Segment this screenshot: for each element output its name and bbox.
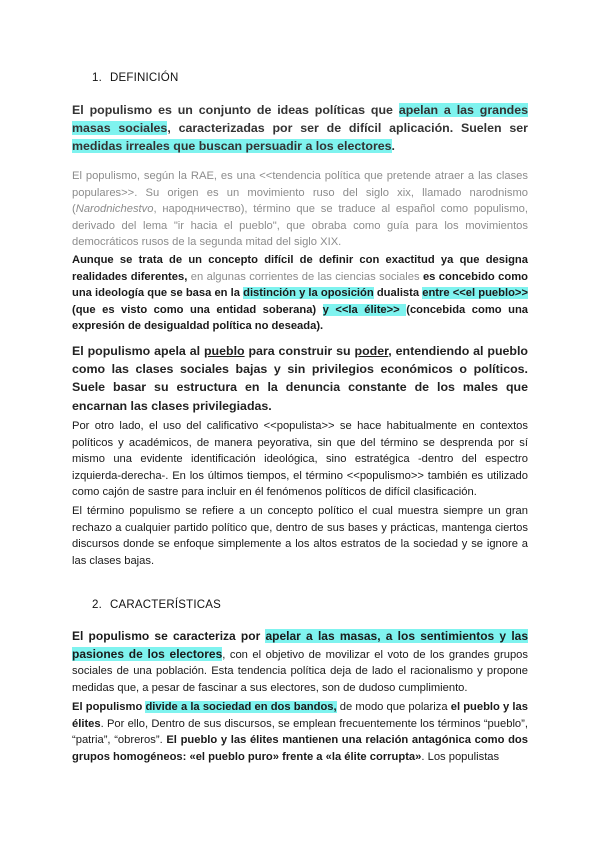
characteristics-paragraph-1 bbox=[72, 628, 528, 696]
lead-text-1: El populismo es un conjunto de ideas políticas que bbox=[72, 103, 399, 117]
ideology-paragraph bbox=[72, 252, 528, 335]
p3-bold-5: (concebida como una expresión de desigualdad política no deseada). bbox=[72, 303, 528, 332]
rae-italic-term: Narodnichestvo bbox=[75, 203, 154, 215]
s2p2-text-3: . Los populistas bbox=[421, 750, 500, 763]
p4-text-2: para construir su bbox=[244, 344, 355, 358]
s2p2-text-1: de modo que polariza bbox=[336, 701, 451, 713]
p3-bold-3: dualista bbox=[373, 287, 423, 299]
section-heading-caracteristicas bbox=[92, 599, 221, 611]
s2p2-highlight-1: divide a la sociedad en dos bandos, bbox=[145, 701, 337, 713]
s2p2-bold-1: El populismo bbox=[72, 701, 146, 713]
p4-underline-poder: poder bbox=[354, 344, 389, 358]
pueblo-poder-paragraph bbox=[72, 342, 528, 415]
section-heading-definicion bbox=[92, 72, 178, 84]
section-number: 2. bbox=[92, 599, 102, 611]
rae-definition-paragraph bbox=[72, 168, 528, 251]
p4-text-1: El populismo apela al bbox=[72, 344, 204, 358]
lead-text-3: . bbox=[391, 139, 395, 154]
p4-underline-pueblo: pueblo bbox=[203, 344, 245, 358]
p3-bold-1: Aunque se trata de un concepto difícil de definir con exactitud ya que designa realidades diferentes, bbox=[72, 254, 528, 283]
lead-text-2: , caracterizadas por ser de difícil aplicación. Suelen ser bbox=[167, 121, 528, 136]
p3-highlight-1: distinción y la oposición bbox=[243, 287, 374, 299]
s2p2-bold-2: el pueblo y las élites bbox=[72, 701, 528, 730]
rae-text-1: El populismo, según la RAE, es una <<tendencia política que pretende atraer a las clases populares>>. Su origen es un movimiento ruso del siglo xix, llamado narodnismo ( bbox=[72, 170, 528, 215]
lead-highlight-1: apelan a las grandes masas sociales bbox=[72, 103, 528, 136]
p4-text-3: , entendiendo al pueblo como las clases sociales bajas y sin privilegios económicos o políticos. Suele basar su estructura en la denuncia constante de los males que encarnan las clases privilegiadas. bbox=[72, 344, 528, 413]
p3-grey-1: en algunas corrientes de las ciencias sociales bbox=[187, 270, 420, 283]
section-title: CARACTERÍSTICAS bbox=[110, 599, 221, 611]
definition-lead-paragraph bbox=[72, 101, 528, 156]
p3-highlight-3: y <<la élite>> bbox=[322, 303, 407, 316]
rejection-paragraph: El término populismo se refiere a un concepto político el cual muestra siempre un gran rechazo a cualquier partido político que, dentro de sus bases y prácticas, mantenga ciertos discursos donde se enfoque simplemente a los altos estratos de la sociedad y se ignore a las clases bajas. bbox=[72, 505, 528, 567]
s2p2-text-2: . Por ello, Dentro de sus discursos, se emplean frecuentemente los términos “pueblo”, “patria”, “obreros”. bbox=[72, 717, 528, 746]
p3-bold-2: es concebido como una ideología que se basa en la bbox=[72, 270, 528, 299]
p3-bold-4: (que es visto como una entidad soberana) bbox=[72, 303, 323, 316]
section-number: 1. bbox=[92, 72, 102, 84]
s2p1-text-1: , con el objetivo de movilizar el voto de los grandes grupos sociales de una población. Esta tendencia política deja de lado el racionalismo y propone medidas que, a pesar de fascinar a sus electores, son de dudoso cumplimiento. bbox=[72, 648, 528, 694]
characteristics-paragraph-2 bbox=[72, 699, 528, 765]
lead-highlight-2: medidas irreales que buscan persuadir a los electores bbox=[72, 139, 392, 154]
p3-highlight-2: entre <<el pueblo>> bbox=[422, 287, 528, 299]
s2p1-bold-1: El populismo se caracteriza por bbox=[72, 629, 266, 643]
s2p1-highlight-1: apelar a las masas, a los sentimientos y las pasiones de los electores bbox=[72, 629, 529, 661]
section-title: DEFINICIÓN bbox=[110, 72, 179, 84]
s2p2-bold-3: El pueblo y las élites mantienen una relación antagónica como dos grupos homogéneos: «el pueblo puro» frente a «la élite corrupta» bbox=[72, 734, 528, 763]
rae-text-2: , народничество), término que se traduce al español como populismo, derivado del lema "ir hacia el pueblo", que obraba como guía para los movimientos democráticos rusos de la segunda mitad del siglo XIX. bbox=[72, 203, 528, 248]
pejorative-usage-paragraph: Por otro lado, el uso del calificativo <<populista>> se hace habitualmente en contextos políticos y académicos, de manera peyorativa, sin que del término se desprenda por sí mismo una evidente identificación ideológica, sino estratégica -dentro del espectro izquierda-derecha-. En los últimos tiempos, el término <<populismo>> también es utilizado como cajón de sastre para incluir en él fenómenos políticos de difícil clasificación. bbox=[72, 420, 528, 498]
